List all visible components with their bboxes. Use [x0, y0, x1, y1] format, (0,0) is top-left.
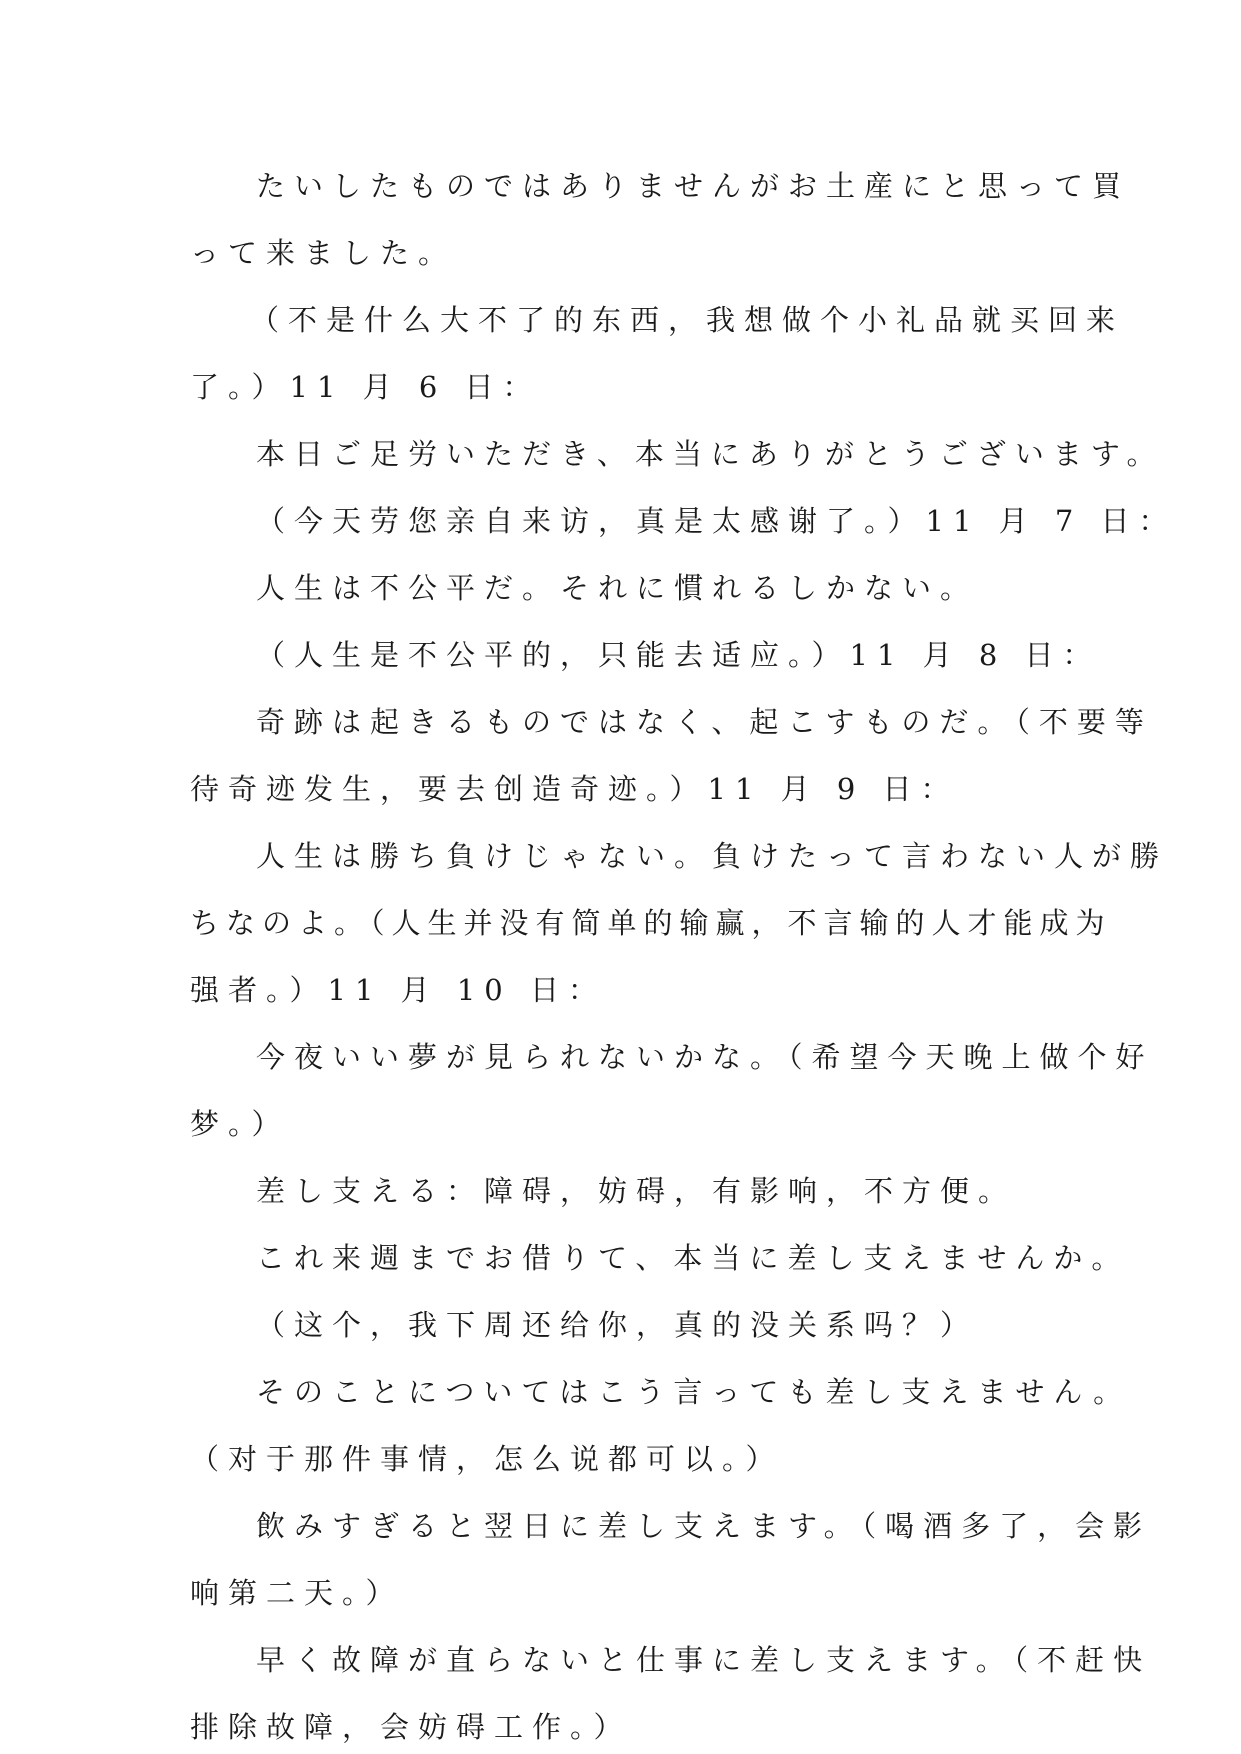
text-line: （人生是不公平的，只能去适应。）11 月 8 日：	[256, 638, 1101, 672]
text-line: 今夜いい夢が見られないかな。（希望今天晚上做个好	[256, 1040, 1154, 1074]
text-line: 人生は不公平だ。それに慣れるしかない。	[256, 571, 979, 605]
text-line: （这个，我下周还给你，真的没关系吗？）	[256, 1308, 979, 1342]
text-line: 了。）11 月 6 日：	[190, 370, 541, 404]
text-line: ちなのよ。（人生并没有简单的输赢，不言输的人才能成为	[190, 906, 1112, 940]
text-line: これ来週までお借りて、本当に差し支えませんか。	[256, 1241, 1130, 1275]
text-line: （不是什么大不了的东西，我想做个小礼品就买回来	[250, 303, 1125, 337]
text-line: （对于那件事情，怎么说都可以。）	[190, 1442, 784, 1476]
text-line: 强者。）11 月 10 日：	[190, 973, 606, 1007]
text-line: って来ました。	[190, 236, 457, 270]
text-line: （今天劳您亲自来访，真是太感谢了。）11 月 7 日：	[256, 504, 1177, 538]
text-line: 待奇迹发生，要去创造奇迹。）11 月 9 日：	[190, 772, 959, 806]
text-line: 本日ご足労いただき、本当にありがとうございます。	[256, 437, 1165, 471]
text-line: 飲みすぎると翌日に差し支えます。（喝酒多了，会影	[256, 1509, 1152, 1543]
text-line: そのことについてはこう言っても差し支えません。	[256, 1375, 1132, 1409]
text-line: 差し支える：障碍，妨碍，有影响，不方便。	[256, 1174, 1017, 1208]
text-line: 响第二天。）	[190, 1576, 404, 1610]
text-line: 排除故障，会妨碍工作。）	[190, 1710, 632, 1744]
text-line: 人生は勝ち負けじゃない。負けたって言わない人が勝	[256, 839, 1169, 873]
text-line: 梦。）	[190, 1107, 290, 1141]
text-line: たいしたものではありませんがお土産にと思って買	[256, 169, 1131, 203]
text-line: 早く故障が直らないと仕事に差し支えます。（不赶快	[256, 1643, 1152, 1677]
text-line: 奇跡は起きるものではなく、起こすものだ。（不要等	[256, 705, 1153, 739]
